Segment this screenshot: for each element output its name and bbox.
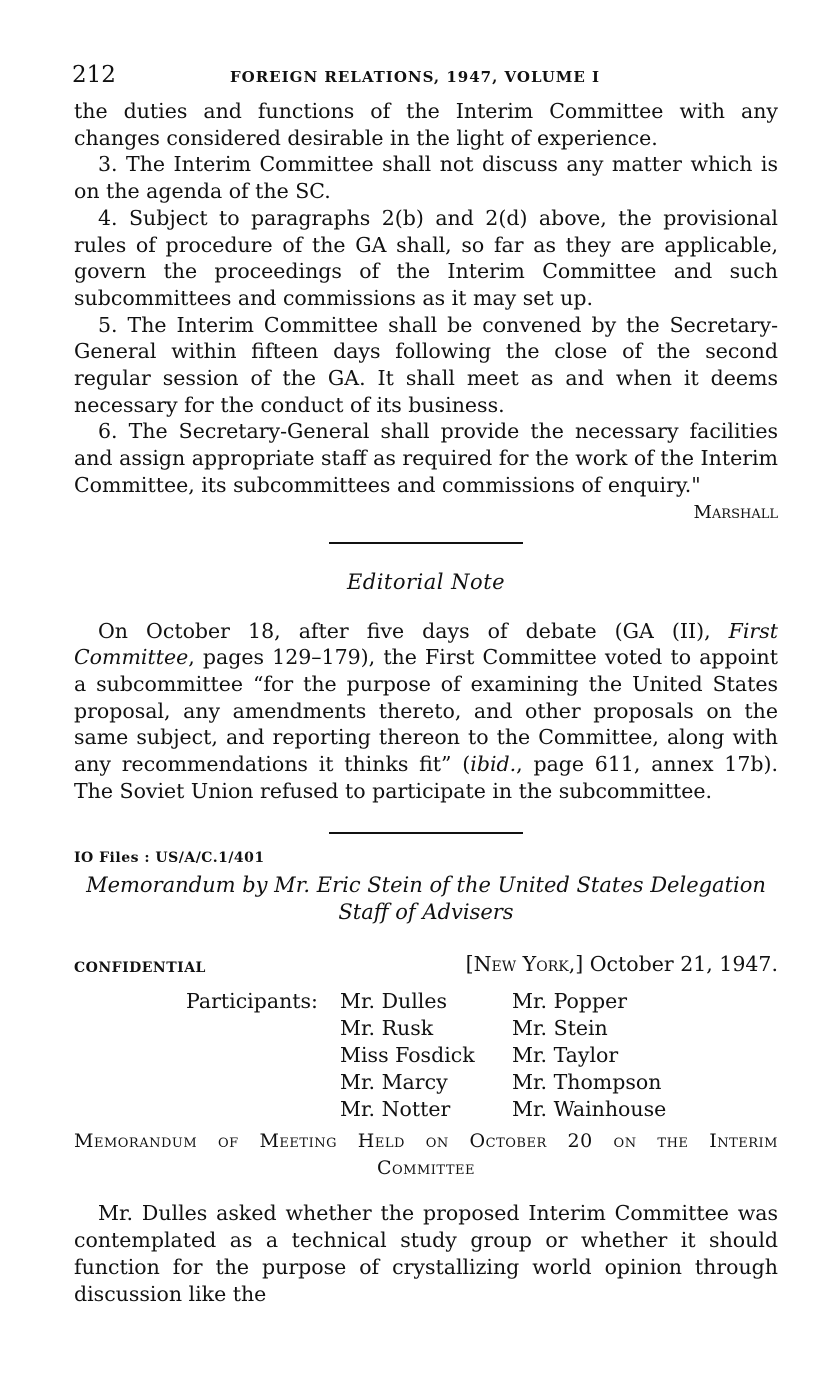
participants-column-1 bbox=[340, 988, 475, 1123]
classification: CONFIDENTIAL bbox=[74, 960, 206, 977]
running-title: FOREIGN RELATIONS, 1947, VOLUME I bbox=[230, 68, 601, 86]
signature: Marshall bbox=[693, 501, 778, 523]
meeting-heading bbox=[74, 1128, 778, 1182]
section-divider-2 bbox=[329, 832, 523, 834]
participant: Mr. Thompson bbox=[512, 1070, 662, 1095]
participant: Mr. Taylor bbox=[512, 1043, 619, 1068]
editorial-note-title: Editorial Note bbox=[346, 569, 506, 594]
meeting-heading-line-1: Memorandum of Meeting Held on October 20 on the Interim bbox=[74, 1130, 778, 1153]
participant: Mr. Rusk bbox=[340, 1016, 434, 1041]
document-page bbox=[74, 60, 778, 1307]
participant: Miss Fosdick bbox=[340, 1043, 475, 1068]
participant: Mr. Wainhouse bbox=[512, 1097, 667, 1122]
place: [New York,] bbox=[465, 952, 584, 977]
note-text-3: , page 611, annex 17b). The Soviet Union refused to participate in the subcommittee. bbox=[74, 752, 778, 803]
participant: Mr. Popper bbox=[512, 989, 628, 1014]
note-text-2: , pages 129–179), the First Committee voted to appoint a subcommittee “for the purpose of examining the United States proposal, any amendments thereto, and other proposals on the same subject, and reporting thereon to the Committee, along with any recommendations it thinks fit” ( bbox=[74, 645, 778, 777]
participants-column-2 bbox=[512, 988, 666, 1123]
paragraph-6: 6. The Secretary-General shall provide the necessary facilities and assign appropriate staff as required for the work of the Interim Committee, its subcommittees and commissions of enquiry." bbox=[74, 419, 778, 497]
dateline bbox=[466, 952, 778, 976]
participant: Mr. Stein bbox=[512, 1016, 608, 1041]
file-reference: IO Files : US/A/C.1/401 bbox=[74, 850, 265, 867]
memo-body: Mr. Dulles asked whether the proposed Interim Committee was contemplated as a technical study group or whether it should function for the purpose of crystallizing world opinion through discussion like the bbox=[74, 1201, 778, 1306]
note-citation-italic: First Committee bbox=[74, 618, 778, 670]
continued-paragraph: the duties and functions of the Interim Committee with any changes considered desirable in the light of experience. bbox=[74, 99, 778, 150]
memo-title: Memorandum by Mr. Eric Stein of the United States Delegation Staff of Advisers bbox=[86, 873, 766, 925]
date: October 21, 1947. bbox=[589, 952, 778, 977]
participants-label: Participants: bbox=[186, 989, 318, 1014]
editorial-note-body bbox=[74, 618, 778, 805]
participant: Mr. Dulles bbox=[340, 989, 447, 1014]
participant: Mr. Notter bbox=[340, 1097, 451, 1122]
section-divider bbox=[329, 542, 523, 544]
page-number: 212 bbox=[72, 62, 116, 88]
meeting-heading-line-2: Committee bbox=[376, 1157, 475, 1180]
participant: Mr. Marcy bbox=[340, 1070, 448, 1095]
classification-line bbox=[74, 952, 778, 986]
paragraph-3: 3. The Interim Committee shall not discuss any matter which is on the agenda of the SC. bbox=[74, 152, 778, 204]
paragraph-4: 4. Subject to paragraphs 2(b) and 2(d) above, the provisional rules of procedure of the GA shall, so far as they are applicable, govern the proceedings of the Interim Committee and such subcommittees and commissions as it may set up. bbox=[74, 205, 778, 310]
participants-block bbox=[74, 988, 778, 1128]
running-header bbox=[74, 60, 778, 98]
note-text-1: On October 18, after five days of debate (GA (II), bbox=[98, 618, 729, 643]
note-ibid: ibid. bbox=[470, 752, 517, 777]
paragraph-5: 5. The Interim Committee shall be convened by the Secretary-General within fifteen days following the close of the second regular session of the GA. It shall meet as and when it deems necessary for the conduct of its business. bbox=[74, 312, 778, 417]
